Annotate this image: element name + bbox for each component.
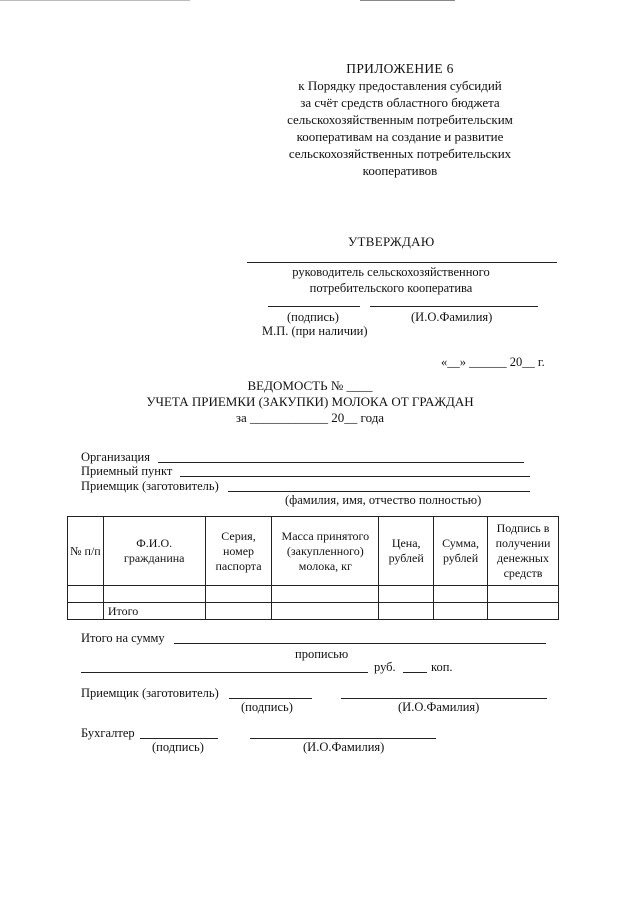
approval-title: УТВЕРЖДАЮ bbox=[348, 234, 435, 249]
appendix-line: за счёт средств областного бюджета bbox=[300, 95, 500, 110]
accountant-signature-line[interactable] bbox=[140, 738, 218, 739]
receiver-name-line[interactable] bbox=[341, 698, 547, 699]
receiver-label: Приемщик (заготовитель) bbox=[81, 479, 219, 493]
approver-role-line: потребительского кооператива bbox=[309, 281, 473, 295]
total-label: Итого bbox=[103, 603, 205, 620]
table-cell[interactable] bbox=[68, 586, 104, 603]
appendix-line: сельскохозяйственных потребительских bbox=[288, 146, 512, 161]
approval-date[interactable]: «__» ______ 20__ г. bbox=[441, 355, 545, 369]
col-mass-header: Масса принятого (закупленного) молока, кг bbox=[272, 517, 379, 586]
table-cell bbox=[68, 603, 104, 620]
approver-signature-line[interactable] bbox=[268, 306, 360, 307]
accountant-name-caption: (И.О.Фамилия) bbox=[303, 740, 385, 754]
table-cell[interactable] bbox=[488, 603, 559, 620]
table-header-row bbox=[68, 517, 559, 586]
seal-note: М.П. (при наличии) bbox=[262, 324, 368, 338]
appendix-line: кооперативов bbox=[362, 163, 438, 178]
organization-label: Организация bbox=[81, 450, 150, 464]
approver-signature-caption: (подпись) bbox=[287, 310, 339, 324]
table-row[interactable] bbox=[68, 586, 559, 603]
in-words-caption: прописью bbox=[295, 647, 349, 661]
statement-period[interactable]: за ____________ 20__ года bbox=[235, 410, 385, 425]
total-sum-field[interactable] bbox=[174, 643, 546, 644]
table-cell[interactable] bbox=[434, 586, 488, 603]
scan-edge-left bbox=[0, 0, 190, 1]
approver-name-line[interactable] bbox=[370, 306, 538, 307]
col-signature-header: Подпись в получении денежных средств bbox=[488, 517, 559, 586]
statement-number: ВЕДОМОСТЬ № ____ bbox=[247, 378, 373, 393]
col-name-header: Ф.И.О. гражданина bbox=[103, 517, 205, 586]
table-cell[interactable] bbox=[488, 586, 559, 603]
receiving-point-field[interactable] bbox=[180, 476, 530, 477]
approver-role-line: руководитель сельскохозяйственного bbox=[292, 265, 490, 279]
accountant-name-line[interactable] bbox=[250, 738, 436, 739]
col-amount-header: Сумма, рублей bbox=[434, 517, 488, 586]
table-cell[interactable] bbox=[205, 586, 272, 603]
receiver-signature-line[interactable] bbox=[229, 698, 312, 699]
receiver-caption: (фамилия, имя, отчество полностью) bbox=[285, 493, 482, 507]
total-sum-label: Итого на сумму bbox=[81, 631, 165, 645]
table-cell[interactable] bbox=[379, 586, 434, 603]
col-passport-header: Серия, номер паспорта bbox=[205, 517, 272, 586]
col-price-header: Цена, рублей bbox=[379, 517, 434, 586]
appendix-header bbox=[250, 60, 550, 179]
approver-line[interactable] bbox=[247, 262, 557, 263]
receiver-name-caption: (И.О.Фамилия) bbox=[398, 700, 480, 714]
approver-name-caption: (И.О.Фамилия) bbox=[411, 310, 493, 324]
receiver-sign-label: Приемщик (заготовитель) bbox=[81, 686, 219, 700]
receiving-point-label: Приемный пункт bbox=[81, 464, 173, 478]
table-cell[interactable] bbox=[272, 603, 379, 620]
kop-label: коп. bbox=[431, 660, 453, 674]
col-number-header: № п/п bbox=[68, 517, 104, 586]
table-total-row bbox=[68, 603, 559, 620]
accountant-label: Бухгалтер bbox=[81, 726, 135, 740]
organization-field[interactable] bbox=[158, 462, 524, 463]
appendix-line: сельскохозяйственным потребительским bbox=[287, 112, 513, 127]
statement-title: УЧЕТА ПРИЕМКИ (ЗАКУПКИ) МОЛОКА ОТ ГРАЖДАН bbox=[146, 394, 474, 409]
table-cell[interactable] bbox=[103, 586, 205, 603]
accountant-signature-caption: (подпись) bbox=[152, 740, 204, 754]
receiver-field[interactable] bbox=[228, 491, 530, 492]
table-cell[interactable] bbox=[272, 586, 379, 603]
approver-role bbox=[260, 264, 522, 296]
sum-in-words-field[interactable] bbox=[81, 672, 368, 673]
milk-acceptance-table bbox=[67, 516, 559, 620]
table-cell[interactable] bbox=[205, 603, 272, 620]
kop-field[interactable] bbox=[403, 672, 427, 673]
rub-label: руб. bbox=[374, 660, 396, 674]
appendix-title: ПРИЛОЖЕНИЕ 6 bbox=[346, 61, 454, 76]
receiver-signature-caption: (подпись) bbox=[241, 700, 293, 714]
table-cell[interactable] bbox=[379, 603, 434, 620]
appendix-line: к Порядку предоставления субсидий bbox=[298, 78, 502, 93]
appendix-line: кооперативам на создание и развитие bbox=[296, 129, 504, 144]
table-cell[interactable] bbox=[434, 603, 488, 620]
scan-edge-right bbox=[360, 0, 455, 1]
